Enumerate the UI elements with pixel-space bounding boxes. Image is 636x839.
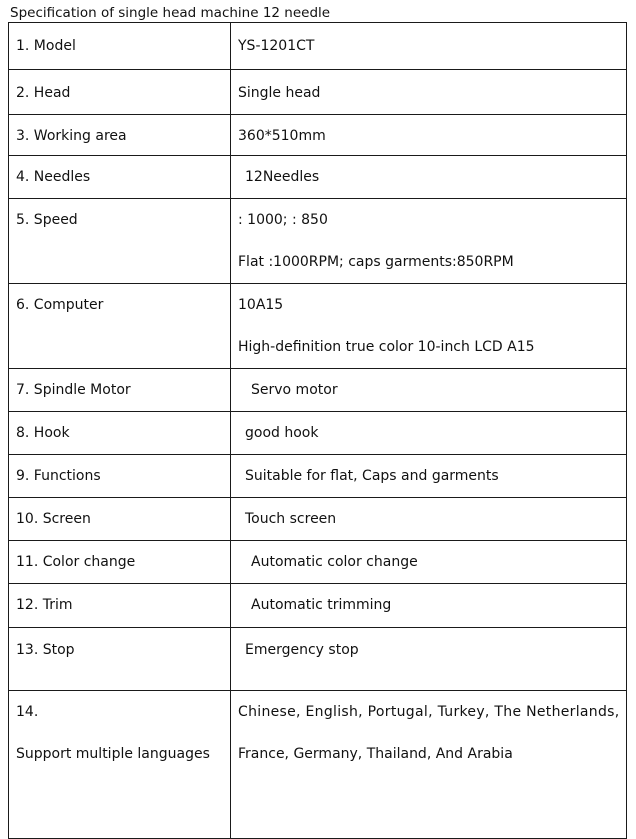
row-label: 13. Stop (16, 642, 75, 658)
document-title: Specification of single head machine 12 needle (10, 5, 331, 21)
row-value: 360*510mm (238, 128, 326, 144)
row-label: 11. Color change (16, 554, 136, 570)
row-label: 3. Working area (16, 128, 127, 144)
row-value: Emergency stop (245, 642, 359, 658)
row-label: 4. Needles (16, 169, 91, 185)
row-value: Automatic color change (251, 554, 418, 570)
row-label-continued: Support multiple languages (16, 746, 210, 762)
row-value: Touch screen (245, 511, 337, 527)
table-row (9, 541, 627, 584)
row-label: 1. Model (16, 38, 76, 54)
row-value: YS-1201CT (238, 38, 315, 54)
row-label: 2. Head (16, 85, 71, 101)
table-row (9, 70, 627, 115)
table-row (9, 115, 627, 156)
row-value: Chinese, English, Portugal, Turkey, The Netherlands, (238, 704, 620, 720)
table-row (9, 23, 627, 70)
label-cell (9, 23, 231, 70)
row-value: Single head (238, 85, 321, 101)
row-value: 12Needles (245, 169, 320, 185)
row-value: good hook (245, 425, 319, 441)
row-label: 7. Spindle Motor (16, 382, 131, 398)
table-row (9, 584, 627, 628)
row-value: Flat :1000RPM; caps garments:850RPM (238, 254, 514, 270)
row-value: Automatic trimming (251, 597, 392, 613)
spec-table (8, 22, 627, 839)
table-row (9, 369, 627, 412)
table-row (9, 455, 627, 498)
table-row (9, 284, 627, 369)
row-label: 14. (16, 704, 39, 720)
row-value: : 1000; : 850 (238, 212, 328, 228)
row-label: 5. Speed (16, 212, 78, 228)
row-label: 8. Hook (16, 425, 70, 441)
row-value: France, Germany, Thailand, And Arabia (238, 746, 513, 762)
table-row (9, 412, 627, 455)
value-cell (231, 23, 627, 70)
row-value: Suitable for flat, Caps and garments (245, 468, 499, 484)
table-row (9, 199, 627, 284)
table-row (9, 156, 627, 199)
row-value: High-definition true color 10-inch LCD A15 (238, 339, 535, 355)
row-value: Servo motor (251, 382, 338, 398)
row-label: 6. Computer (16, 297, 104, 313)
table-row (9, 628, 627, 691)
table-row (9, 691, 627, 839)
row-value: 10A15 (238, 297, 284, 313)
row-label: 12. Trim (16, 597, 73, 613)
table-row (9, 498, 627, 541)
row-label: 9. Functions (16, 468, 101, 484)
row-label: 10. Screen (16, 511, 91, 527)
